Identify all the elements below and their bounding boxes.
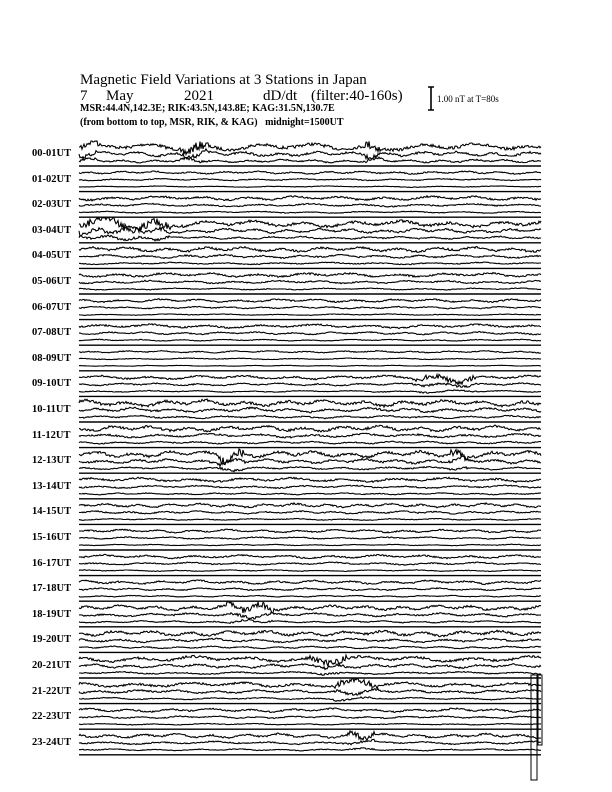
- trace-rik: [79, 407, 541, 413]
- trace-msr: [79, 157, 541, 163]
- trace-rik: [79, 332, 541, 335]
- hour-label: 22-23UT: [32, 711, 72, 723]
- trace-rik: [79, 664, 541, 670]
- trace-msr: [79, 288, 541, 290]
- trace-rik: [79, 485, 541, 488]
- trace-msr: [79, 671, 541, 675]
- trace-kag: [79, 351, 541, 354]
- trace-msr: [79, 186, 541, 188]
- trace-msr: [79, 518, 541, 520]
- trace-msr: [79, 262, 541, 265]
- hour-label: 01-02UT: [32, 173, 72, 185]
- trace-kag: [79, 554, 541, 559]
- trace-kag: [79, 299, 541, 303]
- hour-label: 20-21UT: [32, 660, 72, 671]
- trace-msr: [79, 646, 541, 649]
- trace-kag: [79, 731, 541, 740]
- hour-label: 18-19UT: [32, 608, 72, 620]
- trace-rik: [79, 613, 541, 619]
- hour-label: 08-09UT: [32, 352, 72, 364]
- trace-msr: [79, 595, 541, 597]
- trace-msr: [79, 390, 541, 393]
- chart-title: Magnetic Field Variations at 3 Stations in Japan: [80, 72, 367, 88]
- hour-label: 17-18UT: [32, 583, 72, 595]
- trace-kag: [79, 374, 541, 384]
- hour-label: 19-20UT: [32, 634, 72, 646]
- trace-rik: [79, 537, 541, 539]
- trace-kag: [79, 399, 541, 407]
- hour-label: 12-13UT: [32, 455, 72, 467]
- hour-label: 16-17UT: [32, 557, 72, 569]
- trace-rik: [79, 149, 541, 159]
- trace-msr: [79, 723, 541, 725]
- trace-msr: [79, 415, 541, 419]
- hour-label: 06-07UT: [32, 301, 72, 313]
- hour-label: 10-11UT: [32, 404, 71, 415]
- trace-kag: [79, 247, 541, 253]
- hour-label: 14-15UT: [32, 506, 72, 518]
- trace-msr: [79, 441, 541, 444]
- trace-rik: [79, 638, 541, 643]
- trace-rik: [79, 383, 541, 388]
- trace-msr: [79, 544, 541, 546]
- hour-label: 13-14UT: [32, 480, 72, 492]
- hour-label: 04-05UT: [32, 250, 72, 262]
- hour-label: 21-22UT: [32, 685, 72, 697]
- trace-rik: [79, 433, 541, 438]
- hour-label: 02-03UT: [32, 199, 72, 211]
- trace-rik: [79, 203, 541, 207]
- trace-rik: [79, 254, 541, 258]
- trace-kag: [79, 141, 541, 154]
- trace-rik: [79, 358, 541, 360]
- trace-msr: [79, 697, 541, 702]
- trace-msr: [79, 339, 541, 341]
- trace-rik: [79, 716, 541, 719]
- hour-label: 09-10UT: [32, 378, 72, 390]
- hour-label: 07-08UT: [32, 327, 72, 339]
- trace-kag: [79, 655, 541, 666]
- filter-label: (filter:40-160s): [311, 88, 403, 104]
- trace-rik: [79, 179, 541, 181]
- trace-msr: [79, 314, 541, 316]
- trace-kag: [79, 503, 541, 508]
- trace-rik: [79, 226, 541, 236]
- trace-kag: [79, 679, 541, 689]
- hour-label: 03-04UT: [32, 224, 72, 236]
- trace-kag: [79, 630, 541, 637]
- trace-rik: [79, 280, 541, 284]
- trace-msr: [79, 570, 541, 572]
- trace-msr: [79, 211, 541, 213]
- trace-kag: [79, 529, 541, 533]
- trace-kag: [79, 171, 541, 174]
- trace-msr: [79, 365, 541, 366]
- trace-rik: [79, 689, 541, 696]
- date-year: 2021: [184, 88, 214, 104]
- hour-label: 00-01UT: [32, 148, 72, 159]
- hour-label: 23-24UT: [32, 736, 72, 748]
- order-note: (from bottom to top, MSR, RIK, & KAG) midnight=1500UT: [80, 117, 344, 128]
- trace-rik: [79, 562, 541, 565]
- trace-kag: [79, 708, 541, 712]
- scale-label: 1.00 nT at T=80s: [437, 94, 499, 104]
- hour-label: 11-12UT: [32, 429, 71, 441]
- trace-msr: [79, 235, 541, 241]
- trace-kag: [79, 196, 541, 201]
- trace-rik: [79, 456, 541, 466]
- trace-msr: [79, 467, 541, 472]
- scale-bar: [428, 87, 434, 110]
- trace-msr: [79, 493, 541, 495]
- trace-kag: [79, 273, 541, 278]
- quantity-label: dD/dt: [263, 88, 298, 104]
- trace-kag: [79, 324, 541, 329]
- hour-label: 15-16UT: [32, 532, 72, 543]
- trace-rik: [79, 511, 541, 514]
- trace-msr: [79, 619, 541, 623]
- trace-rik: [79, 588, 541, 591]
- trace-kag: [79, 425, 541, 432]
- trace-msr: [79, 748, 541, 751]
- trace-rik: [79, 306, 541, 309]
- date-day: 7: [80, 88, 88, 104]
- trace-kag: [79, 602, 541, 613]
- trace-rik: [79, 739, 541, 744]
- stations-info: MSR:44.4N,142.3E; RIK:43.5N,143.8E; KAG:31.5N,130.7E: [80, 103, 335, 114]
- date-filter-line: [80, 89, 403, 104]
- date-month: May: [106, 88, 134, 104]
- trace-kag: [79, 477, 541, 482]
- hour-label: 05-06UT: [32, 276, 72, 287]
- trace-kag: [79, 580, 541, 585]
